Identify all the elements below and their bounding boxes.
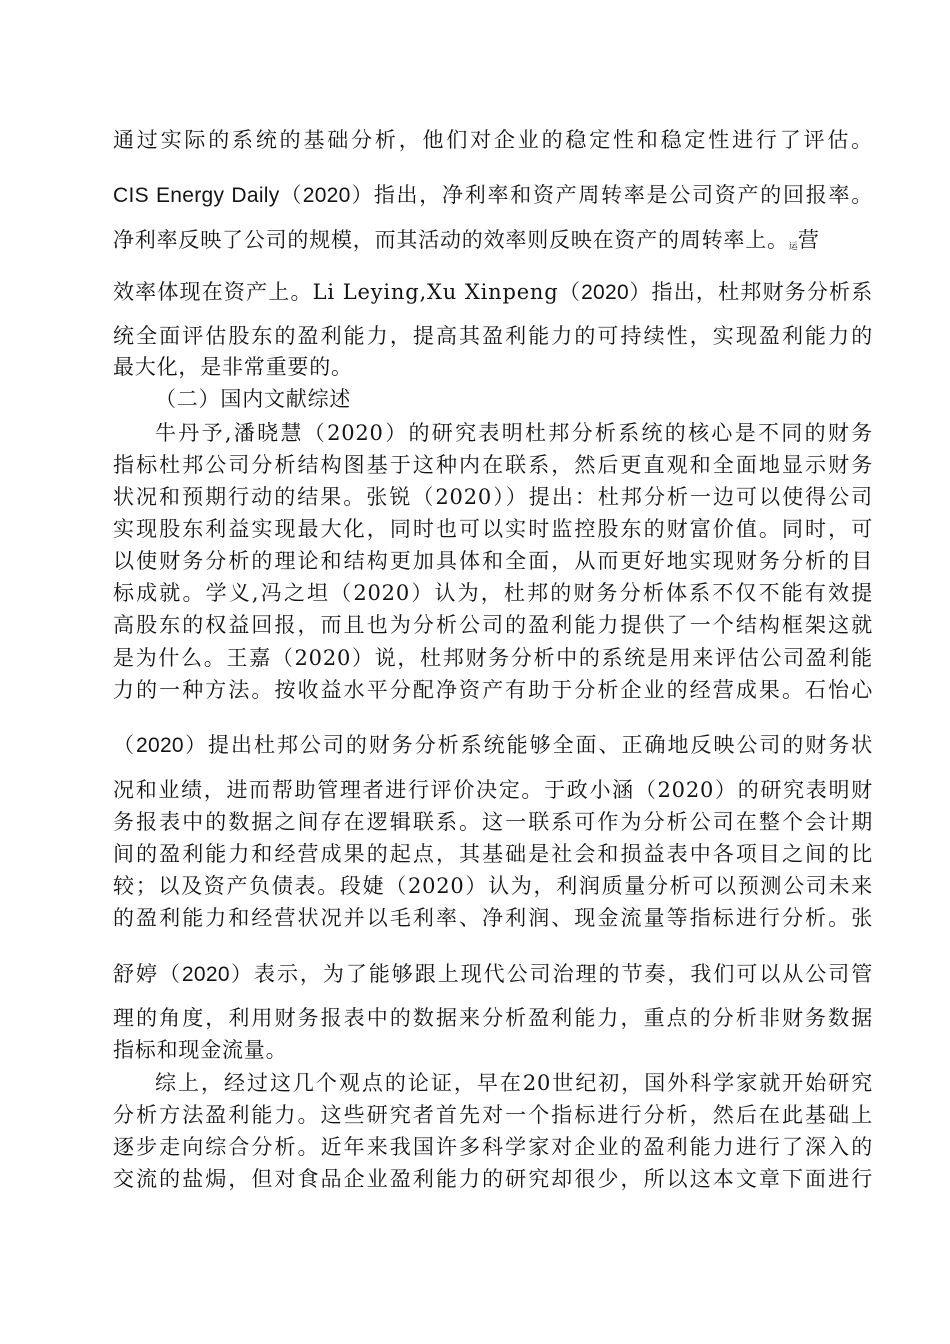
text-line: 标成就。学义,冯之坦（2020）认为，杜邦的财务分析体系不仅不能有效提 <box>113 581 873 605</box>
text-line: 况和业绩，进而帮助管理者进行评价决定。于政小涵（2020）的研究表明财 <box>113 778 873 802</box>
text-line: 实现股东利益实现最大化，同时也可以实时监控股东的财富价值。同时，可 <box>113 517 873 541</box>
text-line <box>113 279 873 307</box>
text-line: 状况和预期行动的结果。张锐（2020））提出：杜邦分析一边可以使得公司 <box>113 485 873 509</box>
text-line: 通过实际的系统的基础分析，他们对企业的稳定性和稳定性进行了评估。 <box>113 128 873 152</box>
text-line: 分析方法盈利能力。这些研究者首先对一个指标进行分析，然后在此基础上 <box>113 1103 873 1127</box>
text-line: 牛丹予,潘晓慧（2020）的研究表明杜邦分析系统的核心是不同的财务 <box>155 421 873 445</box>
text-line: 逐步走向综合分析。近年来我国许多科学家对企业的盈利能力进行了深入的 <box>113 1135 873 1159</box>
year-text: 2020 <box>181 963 230 986</box>
text-span: ）指出，杜邦财务分析系 <box>629 280 873 304</box>
text-line: 综上，经过这几个观点的论证，早在20世纪初，国外科学家就开始研究 <box>155 1071 873 1095</box>
text-span: （ <box>113 733 136 757</box>
text-span: ）提出杜邦公司的财务分析系统能够全面、正确地反映公司的财务状 <box>183 733 873 757</box>
text-line: 较；以及资产负债表。段婕（2020）认为，利润质量分析可以预测公司未来 <box>113 874 873 898</box>
text-line <box>113 961 873 989</box>
text-line: 以使财务分析的理论和结构更加具体和全面，从而更好地实现财务分析的目 <box>113 549 873 573</box>
section-heading: （二）国内文献综述 <box>155 387 352 411</box>
text-line: 交流的盐焗，但对食品企业盈利能力的研究却很少，所以这本文章下面进行 <box>113 1167 873 1191</box>
text-span: 营 <box>797 228 820 252</box>
text-line: 务报表中的数据之间存在逻辑联系。这一联系可作为分析公司在整个会计期 <box>113 810 873 834</box>
text-line: 最大化，是非常重要的。 <box>113 355 353 379</box>
year-text: 2020 <box>135 734 184 757</box>
text-line: 指标杜邦公司分析结构图基于这种内在联系，然后更直观和全面地显示财务 <box>113 453 873 477</box>
text-line: 间的盈利能力和经营成果的起点，其基础是社会和损益表中各项目之间的比 <box>113 842 873 866</box>
subscript-char: 运 <box>788 242 798 252</box>
text-line: 是为什么。王嘉（2020）说，杜邦财务分析中的系统是用来评估公司盈利能 <box>113 646 873 670</box>
text-line: 的盈利能力和经营状况并以毛利率、净利润、现金流量等指标进行分析。张 <box>113 906 873 930</box>
text-line: 高股东的权益回报，而且也为分析公司的盈利能力提供了一个结构框架这就 <box>113 613 873 637</box>
text-line <box>113 182 873 210</box>
year-text: 2020 <box>581 281 629 304</box>
text-span: 指出，净利率和资产周转率是公司资产的回报率。 <box>373 183 873 207</box>
citation-text: CIS Energy Daily（2020） <box>113 184 374 207</box>
text-line: 理的角度，利用财务报表中的数据来分析盈利能力，重点的分析非财务数据 <box>113 1006 873 1030</box>
text-line <box>113 732 873 760</box>
text-line <box>113 227 873 255</box>
text-line: 力的一种方法。按收益水平分配净资产有助于分析企业的经营成果。石怡心 <box>113 678 873 702</box>
text-span: 效率体现在资产上。Li Leying,Xu Xinpeng（ <box>113 280 582 304</box>
text-span: 净利率反映了公司的规模，而其活动的效率则反映在资产的周转率上。 <box>113 228 789 252</box>
text-span: 舒婷（ <box>113 962 182 986</box>
text-line: 统全面评估股东的盈利能力，提高其盈利能力的可持续性，实现盈利能力的 <box>113 324 873 348</box>
text-line: 指标和现金流量。 <box>113 1038 288 1062</box>
text-span: ）表示，为了能够跟上现代公司治理的节奏，我们可以从公司管 <box>229 962 873 986</box>
